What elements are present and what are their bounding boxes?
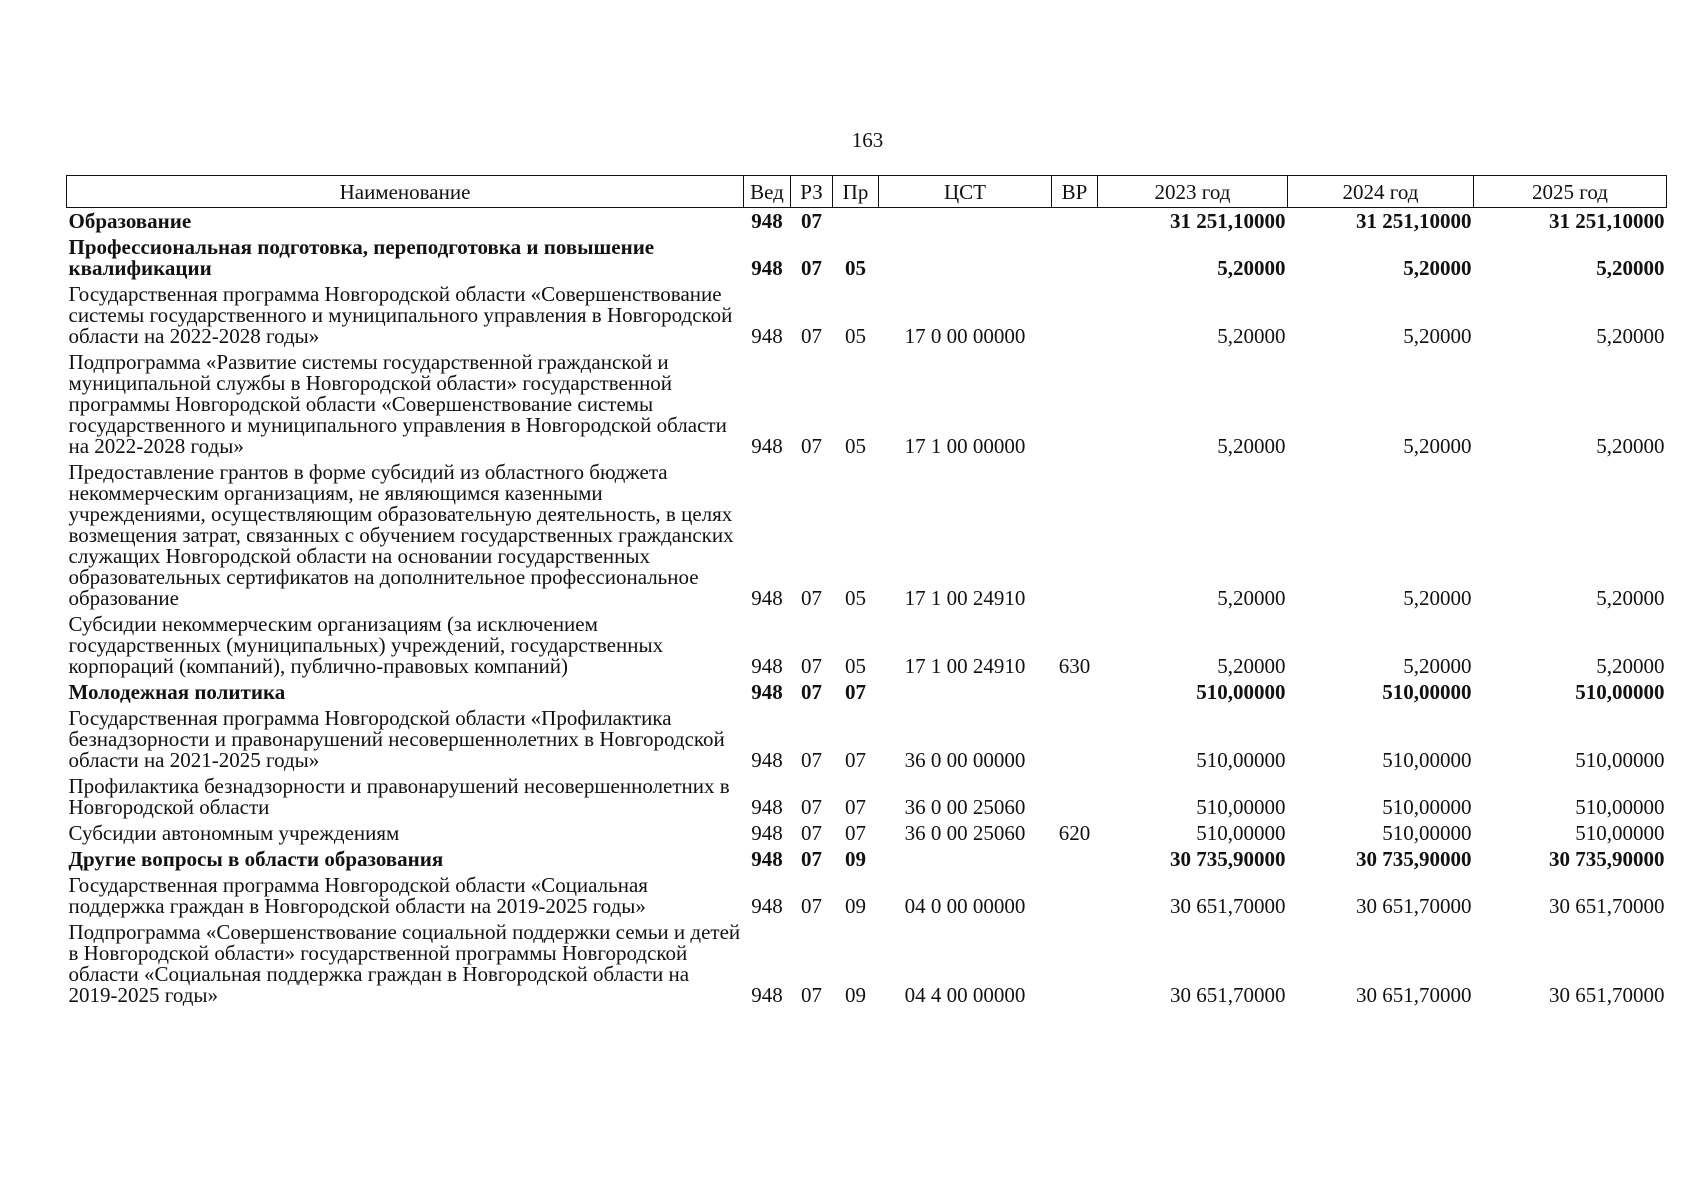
table-row [67, 919, 1667, 1008]
row-amount-2024: 30 651,70000 [1356, 894, 1472, 918]
row-name: Профилактика безнадзорности и правонарушений несовершеннолетних в Новгородской области [68, 774, 730, 819]
row-amount-2024: 5,20000 [1403, 586, 1472, 610]
budget-table [66, 175, 1667, 1008]
page-number: 163 [851, 128, 884, 152]
row-pr [833, 208, 879, 235]
row-ved: 948 [751, 586, 783, 610]
table-row [67, 281, 1667, 349]
table-header-row [67, 176, 1667, 208]
row-name: Другие вопросы в области образования [68, 847, 444, 871]
row-name: Подпрограмма «Совершенствование социальной поддержки семьи и детей в Новгородской области» государственной программы Новгородской области «Социальная поддержка граждан в Новгородской области на 2019-2025 годы» [68, 920, 741, 1007]
row-ved: 948 [751, 894, 783, 918]
row-rz: 07 [801, 748, 822, 772]
row-amount-2023: 5,20000 [1217, 654, 1286, 678]
header-ved: Вед [744, 176, 791, 208]
row-name: Образование [68, 209, 192, 233]
row-ved: 948 [751, 680, 783, 704]
row-name: Профессиональная подготовка, переподготовка и повышение квалификации [68, 235, 655, 280]
row-amount-2023: 510,00000 [1196, 748, 1286, 772]
row-pr: 05 [845, 654, 866, 678]
row-vr: 620 [1058, 821, 1091, 845]
row-name: Государственная программа Новгородской области «Совершенствование системы государственного и муниципального управления в Новгородской области на 2022-2028 годы» [68, 282, 733, 348]
row-amount-2024: 5,20000 [1403, 654, 1472, 678]
row-amount-2025: 5,20000 [1596, 324, 1665, 348]
row-cst: 17 1 00 24910 [904, 586, 1026, 610]
table-row [67, 705, 1667, 773]
table-row [67, 459, 1667, 611]
row-amount-2024: 5,20000 [1403, 434, 1472, 458]
table-row [67, 208, 1667, 235]
row-vr [1052, 208, 1098, 235]
row-amount-2025: 510,00000 [1575, 821, 1665, 845]
row-pr: 05 [845, 434, 866, 458]
row-rz: 07 [801, 324, 822, 348]
row-amount-2024: 510,00000 [1382, 748, 1472, 772]
row-amount-2024: 31 251,10000 [1356, 209, 1472, 233]
row-pr: 07 [845, 680, 866, 704]
row-ved: 948 [751, 983, 783, 1007]
row-vr [1052, 846, 1098, 872]
row-rz: 07 [801, 256, 822, 280]
row-amount-2024: 510,00000 [1382, 795, 1472, 819]
row-amount-2023: 5,20000 [1217, 434, 1286, 458]
row-cst: 36 0 00 25060 [904, 795, 1026, 819]
row-amount-2023: 30 651,70000 [1170, 983, 1286, 1007]
header-2025: 2025 год [1474, 176, 1667, 208]
row-cst: 04 4 00 00000 [904, 983, 1026, 1007]
header-name: Наименование [67, 176, 744, 208]
row-amount-2025: 5,20000 [1596, 586, 1665, 610]
row-ved: 948 [751, 847, 783, 871]
row-pr: 07 [845, 795, 866, 819]
row-pr: 07 [845, 748, 866, 772]
row-amount-2023: 5,20000 [1217, 324, 1286, 348]
row-amount-2025: 5,20000 [1596, 654, 1665, 678]
row-cst [879, 846, 1052, 872]
row-ved: 948 [751, 209, 783, 233]
row-amount-2025: 31 251,10000 [1549, 209, 1665, 233]
row-cst: 36 0 00 25060 [904, 821, 1026, 845]
row-ved: 948 [751, 748, 783, 772]
row-amount-2025: 30 735,90000 [1549, 847, 1665, 871]
table-row [67, 846, 1667, 872]
row-vr [1052, 281, 1098, 349]
row-amount-2024: 5,20000 [1403, 256, 1472, 280]
row-rz: 07 [801, 209, 822, 233]
row-rz: 07 [801, 654, 822, 678]
row-rz: 07 [801, 795, 822, 819]
row-name: Государственная программа Новгородской области «Социальная поддержка граждан в Новгородской области на 2019-2025 годы» [68, 873, 648, 918]
table-row [67, 773, 1667, 820]
row-amount-2025: 30 651,70000 [1549, 894, 1665, 918]
table-row [67, 820, 1667, 846]
table-row [67, 611, 1667, 679]
row-pr: 05 [845, 324, 866, 348]
row-cst [879, 208, 1052, 235]
row-rz: 07 [801, 821, 822, 845]
row-name: Субсидии автономным учреждениям [68, 821, 400, 845]
row-ved: 948 [751, 256, 783, 280]
row-amount-2024: 30 735,90000 [1356, 847, 1472, 871]
row-rz: 07 [801, 680, 822, 704]
table-row [67, 872, 1667, 919]
header-rz: РЗ [791, 176, 833, 208]
row-amount-2024: 510,00000 [1382, 680, 1472, 704]
row-amount-2023: 31 251,10000 [1170, 209, 1286, 233]
row-vr [1052, 919, 1098, 1008]
table-body [67, 208, 1667, 1009]
row-vr [1052, 679, 1098, 705]
row-rz: 07 [801, 434, 822, 458]
row-pr: 09 [845, 847, 866, 871]
row-amount-2024: 30 651,70000 [1356, 983, 1472, 1007]
row-amount-2023: 30 735,90000 [1170, 847, 1286, 871]
row-amount-2024: 5,20000 [1403, 324, 1472, 348]
row-vr [1052, 705, 1098, 773]
row-name: Предоставление грантов в форме субсидий из областного бюджета некоммерческим организациям, не являющимся казенными учреждениями, осуществляющим образовательную деятельность, в целях возмещения затрат, связанных с обучением государственных гражданских служащих Новгородской области на основании государственных образовательных сертификатов на дополнительное профессиональное образование [68, 460, 734, 610]
row-pr: 07 [845, 821, 866, 845]
header-pr: Пр [833, 176, 879, 208]
row-vr [1052, 234, 1098, 281]
row-amount-2025: 510,00000 [1575, 680, 1665, 704]
row-cst: 36 0 00 00000 [904, 748, 1026, 772]
header-vr: ВР [1052, 176, 1098, 208]
row-ved: 948 [751, 654, 783, 678]
header-cst: ЦСТ [879, 176, 1052, 208]
header-2024: 2024 год [1288, 176, 1474, 208]
row-vr [1052, 349, 1098, 459]
table-row [67, 349, 1667, 459]
row-name: Подпрограмма «Развитие системы государственной гражданской и муниципальной службы в Новгородской области» государственной программы Новгородской области «Совершенствование системы государственного и муниципального управления в Новгородской области на 2022-2028 годы» [68, 350, 727, 458]
row-amount-2023: 5,20000 [1217, 586, 1286, 610]
row-ved: 948 [751, 795, 783, 819]
row-rz: 07 [801, 586, 822, 610]
row-rz: 07 [801, 983, 822, 1007]
row-name: Молодежная политика [68, 680, 286, 704]
row-vr [1052, 872, 1098, 919]
row-amount-2023: 510,00000 [1196, 795, 1286, 819]
row-vr [1052, 773, 1098, 820]
row-cst: 17 1 00 00000 [904, 434, 1026, 458]
row-rz: 07 [801, 894, 822, 918]
row-amount-2025: 5,20000 [1596, 256, 1665, 280]
row-amount-2023: 510,00000 [1196, 680, 1286, 704]
row-amount-2025: 30 651,70000 [1549, 983, 1665, 1007]
row-cst [879, 234, 1052, 281]
row-rz: 07 [801, 847, 822, 871]
row-pr: 05 [845, 586, 866, 610]
row-pr: 05 [845, 256, 866, 280]
row-amount-2023: 5,20000 [1217, 256, 1286, 280]
table-row [67, 679, 1667, 705]
row-vr: 630 [1058, 654, 1091, 678]
row-cst [879, 679, 1052, 705]
header-2023: 2023 год [1098, 176, 1288, 208]
row-amount-2025: 5,20000 [1596, 434, 1665, 458]
row-amount-2024: 510,00000 [1382, 821, 1472, 845]
row-amount-2023: 510,00000 [1196, 821, 1286, 845]
row-ved: 948 [751, 434, 783, 458]
row-name: Субсидии некоммерческим организациям (за исключением государственных (муниципальных) учреждений, государственных корпораций (компаний), публично-правовых компаний) [68, 612, 664, 678]
row-vr [1052, 459, 1098, 611]
row-cst: 17 1 00 24910 [904, 654, 1026, 678]
row-ved: 948 [751, 324, 783, 348]
row-amount-2025: 510,00000 [1575, 795, 1665, 819]
row-pr: 09 [845, 894, 866, 918]
row-pr: 09 [845, 983, 866, 1007]
row-cst: 04 0 00 00000 [904, 894, 1026, 918]
row-ved: 948 [751, 821, 783, 845]
table-row [67, 234, 1667, 281]
row-name: Государственная программа Новгородской области «Профилактика безнадзорности и правонарушений несовершеннолетних в Новгородской области на 2021-2025 годы» [68, 706, 725, 772]
row-amount-2023: 30 651,70000 [1170, 894, 1286, 918]
row-cst: 17 0 00 00000 [904, 324, 1026, 348]
row-amount-2025: 510,00000 [1575, 748, 1665, 772]
